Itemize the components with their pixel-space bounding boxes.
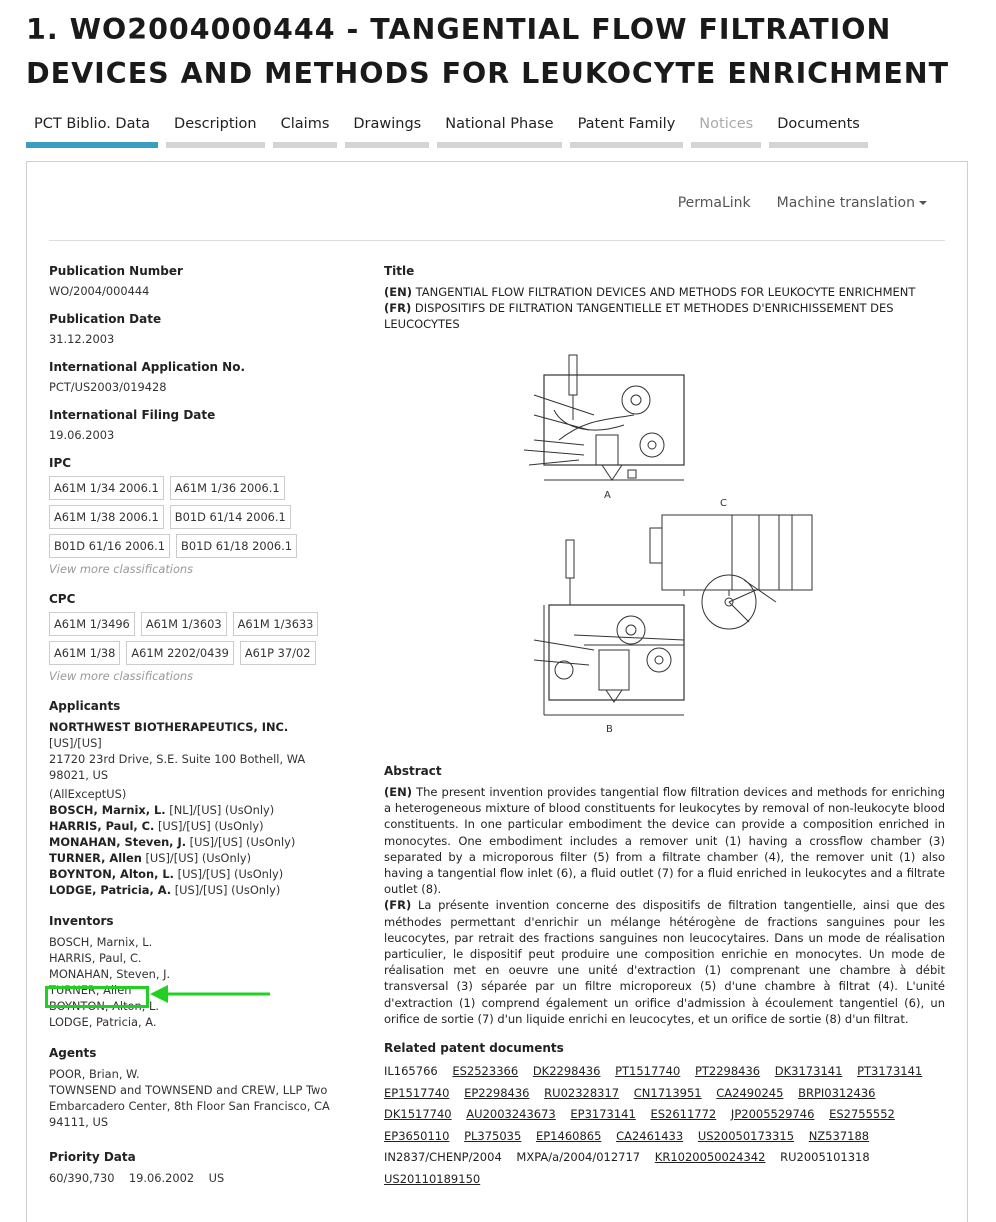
priority-entry bbox=[49, 1170, 339, 1186]
applicant-country: [NL]/[US] (UsOnly) bbox=[169, 803, 275, 817]
applicant-name: LODGE, Patricia, A. bbox=[49, 883, 172, 897]
highlight-box bbox=[45, 986, 149, 1008]
ipc-list bbox=[49, 476, 339, 558]
applicant-country: [US]/[US] (UsOnly) bbox=[174, 883, 281, 897]
applicant-name: BOSCH, Marnix, L. bbox=[49, 803, 166, 817]
title-label: Title bbox=[384, 264, 415, 278]
priority-country: US bbox=[208, 1171, 225, 1185]
inventor-name: HARRIS, Paul, C. bbox=[49, 951, 142, 965]
applicant-entry bbox=[49, 866, 339, 882]
cpc-label: CPC bbox=[49, 592, 76, 606]
abstract-en bbox=[384, 784, 945, 897]
title-fr-text: DISPOSITIFS DE FILTRATION TANGENTIELLE ET METHODES D'ENRICHISSEMENT DES LEUCOCYTES bbox=[384, 301, 894, 331]
applicant-country: [US]/[US] (UsOnly) bbox=[189, 835, 296, 849]
related-doc-text: IN2837/CHENP/2004 bbox=[384, 1150, 502, 1165]
related-docs-label: Related patent documents bbox=[384, 1041, 564, 1056]
applicant-country: [US]/[US] bbox=[49, 736, 102, 750]
ipc-chip[interactable]: A61M 1/34 2006.1 bbox=[49, 476, 164, 500]
cpc-chip[interactable]: A61M 1/3633 bbox=[233, 612, 319, 636]
lang-tag: (EN) bbox=[384, 285, 412, 299]
related-doc-text: MXPA/a/2004/012717 bbox=[516, 1150, 641, 1165]
related-doc-link[interactable]: RU02328317 bbox=[544, 1085, 620, 1100]
inventors-label: Inventors bbox=[49, 914, 114, 928]
figure-label: C bbox=[720, 498, 727, 509]
publication-number-value: WO/2004/000444 bbox=[49, 284, 150, 298]
ipc-chip[interactable]: A61M 1/38 2006.1 bbox=[49, 505, 164, 529]
related-doc-link[interactable]: AU2003243673 bbox=[466, 1107, 556, 1122]
tab-documents[interactable]: Documents bbox=[769, 112, 868, 148]
lang-tag: (EN) bbox=[384, 785, 412, 799]
arrow-icon bbox=[148, 982, 274, 1006]
machine-translation-label: Machine translation bbox=[776, 195, 915, 211]
title-en bbox=[384, 284, 945, 300]
related-doc-link[interactable]: PT1517740 bbox=[615, 1064, 681, 1079]
related-doc-link[interactable]: CA2490245 bbox=[716, 1085, 784, 1100]
applicant-name: TURNER, Allen bbox=[49, 851, 142, 865]
applicant-entry bbox=[49, 834, 339, 850]
lang-tag: (FR) bbox=[384, 301, 412, 315]
agents-label: Agents bbox=[49, 1046, 97, 1060]
abstract-fr bbox=[384, 897, 945, 1027]
related-doc-link[interactable]: EP1517740 bbox=[384, 1085, 450, 1100]
page-title: 1. WO2004000444 - TANGENTIAL FLOW FILTRATION DEVICES AND METHODS FOR LEUKOCYTE ENRICHMENT bbox=[26, 13, 950, 90]
related-doc-link[interactable]: DK1517740 bbox=[384, 1107, 452, 1122]
inventor-name: BOYNTON, Alton, L. bbox=[49, 999, 159, 1013]
divider bbox=[49, 240, 945, 241]
tab-national-phase[interactable]: National Phase bbox=[437, 112, 561, 148]
application-no-label: International Application No. bbox=[49, 360, 246, 374]
agent-name: POOR, Brian, W. bbox=[49, 1067, 140, 1081]
related-doc-text: RU2005101318 bbox=[780, 1150, 870, 1165]
related-doc-link[interactable]: EP3173141 bbox=[570, 1107, 636, 1122]
cpc-view-more-link[interactable]: View more classifications bbox=[49, 669, 194, 683]
related-doc-link[interactable]: CA2461433 bbox=[616, 1128, 684, 1143]
related-doc-link[interactable]: EP2298436 bbox=[464, 1085, 530, 1100]
related-doc-link[interactable]: EP1460865 bbox=[535, 1128, 602, 1143]
application-no-value: PCT/US2003/019428 bbox=[49, 380, 167, 394]
applicant-address: 21720 23rd Drive, S.E. Suite 100 Bothell, WA 98021, US bbox=[49, 752, 306, 782]
related-doc-link[interactable]: ES2755552 bbox=[829, 1107, 895, 1122]
tab-description[interactable]: Description bbox=[166, 112, 265, 148]
cpc-chip[interactable]: A61M 1/3496 bbox=[49, 612, 135, 636]
related-doc-link[interactable]: KR1020050024342 bbox=[654, 1150, 766, 1165]
inventor-name: BOSCH, Marnix, L. bbox=[49, 935, 153, 949]
cpc-list bbox=[49, 612, 339, 665]
priority-date: 19.06.2002 bbox=[128, 1171, 195, 1185]
title-en-text: TANGENTIAL FLOW FILTRATION DEVICES AND METHODS FOR LEUKOCYTE ENRICHMENT bbox=[415, 285, 916, 299]
cpc-chip[interactable]: A61P 37/02 bbox=[240, 641, 316, 665]
applicant-designation: (AllExceptUS) bbox=[49, 787, 127, 801]
ipc-label: IPC bbox=[49, 456, 72, 470]
agent-address: TOWNSEND and TOWNSEND and CREW, LLP Two Embarcadero Center, 8th Floor San Francisco, CA 94111, US bbox=[49, 1083, 330, 1129]
ipc-chip[interactable]: A61M 1/36 2006.1 bbox=[170, 476, 285, 500]
cpc-chip[interactable]: A61M 1/3603 bbox=[141, 612, 227, 636]
permalink-link[interactable]: PermaLink bbox=[677, 195, 751, 211]
tab-drawings[interactable]: Drawings bbox=[345, 112, 429, 148]
applicant-entry bbox=[49, 850, 339, 866]
applicants-label: Applicants bbox=[49, 699, 121, 713]
applicant-entry bbox=[49, 818, 339, 834]
inventor-name: MONAHAN, Steven, J. bbox=[49, 967, 171, 981]
abstract-en-text: The present invention provides tangential flow filtration devices and methods for enriching a heterogeneous mixture of blood constituents for leukocytes by removal of non-leukocyte blood constituents. In one particular embodiment the device can provide a composition enriched in monocytes. One embodiment includes a remover unit (1) having a crossflow chamber (3) separated by a microporous filter (5) from a filtrate chamber (4), the remover unit (1) also having a tangential flow inlet (6), a fluid outlet (7) for a fluid enriched in leukocytes and a filtrate outlet (8). bbox=[384, 785, 945, 897]
publication-date-label: Publication Date bbox=[49, 312, 162, 326]
ipc-view-more-link[interactable]: View more classifications bbox=[49, 562, 194, 576]
panel-toolbar bbox=[678, 195, 927, 211]
inventor-name: LODGE, Patricia, A. bbox=[49, 1015, 157, 1029]
applicant-country: [US]/[US] (UsOnly) bbox=[177, 867, 284, 881]
biblio-column bbox=[49, 264, 339, 1186]
tab-claims[interactable]: Claims bbox=[273, 112, 338, 148]
applicant-name: HARRIS, Paul, C. bbox=[49, 819, 155, 833]
priority-number: 60/390,730 bbox=[49, 1171, 115, 1185]
content-column bbox=[384, 264, 945, 1190]
related-doc-link[interactable]: PL375035 bbox=[464, 1128, 522, 1143]
publication-date-value: 31.12.2003 bbox=[49, 332, 115, 346]
ipc-chip[interactable]: B01D 61/16 2006.1 bbox=[49, 534, 170, 558]
related-doc-link[interactable]: PT3173141 bbox=[857, 1064, 923, 1079]
applicant-entry bbox=[49, 882, 339, 898]
related-doc-link[interactable]: DK2298436 bbox=[532, 1064, 601, 1079]
filing-date-value: 19.06.2003 bbox=[49, 428, 115, 442]
ipc-chip[interactable]: B01D 61/18 2006.1 bbox=[176, 534, 297, 558]
applicant-name: BOYNTON, Alton, L. bbox=[49, 867, 174, 881]
applicant-entry bbox=[49, 719, 339, 751]
related-doc-link[interactable]: EP3650110 bbox=[384, 1128, 450, 1143]
related-doc-link[interactable]: US20110189150 bbox=[384, 1171, 481, 1186]
related-doc-link[interactable]: DK3173141 bbox=[774, 1064, 843, 1079]
patent-drawing[interactable] bbox=[384, 340, 944, 750]
cpc-chip[interactable]: A61M 2202/0439 bbox=[126, 641, 234, 665]
chevron-down-icon bbox=[919, 201, 927, 205]
figure-label: B bbox=[606, 724, 613, 735]
related-doc-link[interactable]: BRPI0312436 bbox=[798, 1085, 876, 1100]
related-doc-link[interactable]: CN1713951 bbox=[633, 1085, 702, 1100]
title-fr bbox=[384, 300, 945, 332]
tab-notices: Notices bbox=[691, 112, 761, 148]
abstract-fr-text: La présente invention concerne des dispositifs de filtration tangentielle, ainsi que des méthodes permettant d'enrichir un mélange hétérogène de fractions sanguines pour les leucocytes, par retrait des fractions sanguines non leucocytaires. Dans un mode de réalisation particulier, le dispositif peut produire une composition enrichie en monocytes. Un mode de réalisation met en oeuvre une unité d'extraction (1) comprenant une chambre à débit transversal (3) séparée par un filtre microporeux (5) d'une chambre à filtrat (4). L'unité d'extraction (1) comprend également un orifice d'admission à écoulement tangentiel (6), un orifice de sortie (7) d'un liquide enrichi en leucocytes, et un orifice de sortie (8) d'un filtrat. bbox=[384, 898, 945, 1026]
applicant-country: [US]/[US] (UsOnly) bbox=[145, 851, 252, 865]
priority-label: Priority Data bbox=[49, 1150, 136, 1164]
related-doc-link[interactable]: NZ537188 bbox=[808, 1128, 870, 1143]
cpc-chip[interactable]: A61M 1/38 bbox=[49, 641, 120, 665]
applicant-country: [US]/[US] (UsOnly) bbox=[157, 819, 264, 833]
figure-label: A bbox=[604, 490, 611, 501]
tab-patent-family[interactable]: Patent Family bbox=[570, 112, 684, 148]
applicant-entry bbox=[49, 802, 339, 818]
filing-date-label: International Filing Date bbox=[49, 408, 216, 422]
related-doc-link[interactable]: ES2523366 bbox=[452, 1064, 519, 1079]
inventor-name: TURNER, Allen bbox=[49, 983, 132, 997]
related-docs-list bbox=[384, 1061, 945, 1190]
tab-pct-biblio-data[interactable]: PCT Biblio. Data bbox=[26, 112, 158, 148]
ipc-chip[interactable]: B01D 61/14 2006.1 bbox=[170, 505, 291, 529]
related-doc-text: IL165766 bbox=[384, 1064, 438, 1079]
related-doc-link[interactable]: ES2611772 bbox=[650, 1107, 717, 1122]
related-doc-link[interactable]: US20050173315 bbox=[697, 1128, 795, 1143]
applicant-name: NORTHWEST BIOTHERAPEUTICS, INC. bbox=[49, 720, 289, 734]
related-doc-link[interactable]: JP2005529746 bbox=[730, 1107, 815, 1122]
lang-tag: (FR) bbox=[384, 898, 412, 913]
tab-bar bbox=[26, 112, 876, 146]
biblio-panel bbox=[26, 161, 968, 1222]
machine-translation-dropdown[interactable] bbox=[777, 195, 927, 211]
abstract-label: Abstract bbox=[384, 764, 442, 778]
applicant-name: MONAHAN, Steven, J. bbox=[49, 835, 187, 849]
publication-number-label: Publication Number bbox=[49, 264, 183, 278]
related-doc-link[interactable]: PT2298436 bbox=[694, 1064, 761, 1079]
